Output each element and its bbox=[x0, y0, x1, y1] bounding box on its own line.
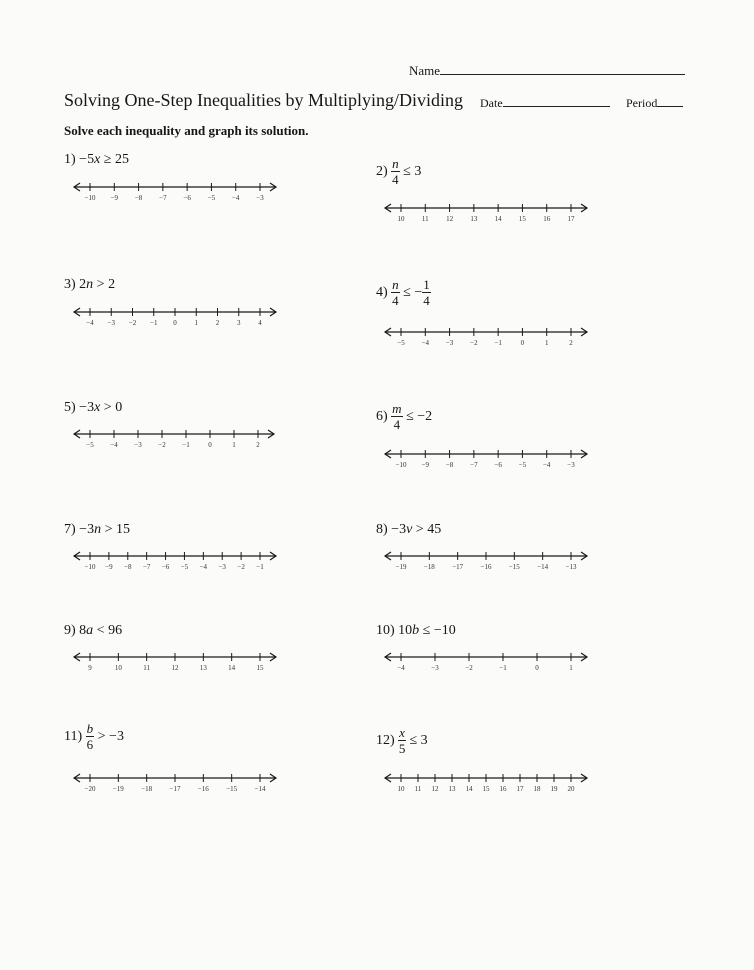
numerator: n bbox=[392, 277, 399, 292]
fraction bbox=[86, 722, 95, 752]
tick-label: −1 bbox=[494, 339, 502, 347]
tick-label: 15 bbox=[482, 785, 490, 793]
tick-label: −4 bbox=[199, 563, 208, 571]
number-line-3[interactable] bbox=[72, 307, 278, 329]
date-label: Date bbox=[480, 96, 503, 110]
fraction bbox=[391, 278, 400, 308]
tick-label: −5 bbox=[207, 194, 216, 202]
tick-label: −7 bbox=[142, 563, 151, 571]
tick-label: 10 bbox=[397, 785, 405, 793]
tick-label: 15 bbox=[256, 664, 264, 672]
problem-number: 10) bbox=[376, 623, 395, 638]
numerator: x bbox=[399, 725, 405, 740]
number-line-svg[interactable] bbox=[383, 327, 589, 349]
number-line-svg[interactable] bbox=[72, 551, 278, 573]
tick-label: −3 bbox=[431, 664, 439, 672]
denominator: 4 bbox=[392, 172, 399, 187]
tick-label: −10 bbox=[84, 194, 96, 202]
variable: b bbox=[412, 623, 420, 638]
tick-label: −3 bbox=[218, 563, 226, 571]
tick-label: −15 bbox=[508, 563, 520, 571]
number-line-11[interactable] bbox=[72, 773, 278, 795]
numerator: n bbox=[392, 156, 399, 171]
tick-label: −1 bbox=[499, 664, 507, 672]
relation: > 45 bbox=[412, 522, 442, 537]
tick-label: −6 bbox=[494, 461, 502, 469]
variable: n bbox=[86, 277, 94, 292]
tick-label: 12 bbox=[431, 785, 439, 793]
denominator: 4 bbox=[393, 417, 401, 432]
tick-label: 14 bbox=[228, 664, 236, 672]
variable: x bbox=[94, 152, 101, 167]
denominator: 6 bbox=[86, 737, 94, 752]
problem-3 bbox=[64, 277, 115, 293]
problem-number: 12) bbox=[376, 733, 395, 749]
tick-label: 3 bbox=[237, 319, 241, 327]
problem-4 bbox=[376, 278, 431, 308]
tick-label: −4 bbox=[397, 664, 405, 672]
tick-label: 0 bbox=[520, 339, 525, 347]
tick-label: 18 bbox=[533, 785, 541, 793]
tick-label: 2 bbox=[256, 441, 260, 449]
problem-10 bbox=[376, 623, 456, 639]
worksheet-title: Solving One-Step Inequalities by Multiplying/Dividing bbox=[64, 90, 463, 110]
numerator: b bbox=[86, 721, 94, 736]
name-label: Name bbox=[409, 63, 441, 78]
problem-9 bbox=[64, 623, 122, 639]
tick-label: 1 bbox=[194, 319, 198, 327]
tick-label: 17 bbox=[516, 785, 524, 793]
number-line-9[interactable] bbox=[72, 652, 278, 674]
instructions: Solve each inequality and graph its solution. bbox=[64, 123, 309, 138]
tick-label: −1 bbox=[182, 441, 190, 449]
denominator: 5 bbox=[398, 741, 406, 756]
tick-label: −10 bbox=[395, 461, 407, 469]
tick-label: −9 bbox=[421, 461, 430, 469]
number-line-svg[interactable] bbox=[72, 429, 276, 451]
problem-number: 11) bbox=[64, 729, 83, 745]
number-line-svg[interactable] bbox=[72, 307, 278, 329]
number-line-6[interactable] bbox=[383, 449, 589, 471]
tick-label: −2 bbox=[237, 563, 245, 571]
tick-label: 13 bbox=[199, 664, 207, 672]
tick-label: −17 bbox=[452, 563, 464, 571]
fraction-two bbox=[422, 278, 431, 308]
period-field[interactable] bbox=[626, 96, 683, 111]
problem-12 bbox=[376, 726, 428, 756]
tick-label: −15 bbox=[226, 785, 238, 793]
relation: ≤ 3 bbox=[399, 164, 422, 180]
tick-label: −4 bbox=[86, 319, 94, 327]
number-line-svg[interactable] bbox=[383, 203, 589, 225]
coefficient: −3 bbox=[79, 400, 95, 415]
tick-label: −19 bbox=[395, 563, 407, 571]
tick-label: −3 bbox=[107, 319, 115, 327]
number-line-svg[interactable] bbox=[72, 773, 278, 795]
tick-label: −2 bbox=[158, 441, 166, 449]
coefficient: −5 bbox=[79, 152, 95, 167]
name-line[interactable] bbox=[440, 74, 685, 75]
period-line[interactable] bbox=[657, 106, 683, 107]
number-line-svg[interactable] bbox=[72, 182, 278, 204]
tick-label: 16 bbox=[543, 215, 551, 223]
problem-8 bbox=[376, 522, 441, 538]
tick-label: −2 bbox=[470, 339, 478, 347]
coefficient: 2 bbox=[79, 277, 87, 292]
tick-label: 1 bbox=[569, 664, 573, 672]
number-line-1[interactable] bbox=[72, 182, 278, 204]
name-field[interactable] bbox=[409, 63, 685, 79]
tick-label: 19 bbox=[550, 785, 558, 793]
tick-label: 17 bbox=[567, 215, 575, 223]
problem-2 bbox=[376, 157, 421, 187]
tick-label: −3 bbox=[134, 441, 142, 449]
tick-label: 11 bbox=[414, 785, 422, 793]
variable: v bbox=[406, 522, 413, 537]
tick-label: 13 bbox=[470, 215, 478, 223]
variable: n bbox=[94, 522, 102, 537]
tick-label: −3 bbox=[256, 194, 264, 202]
relation: < 96 bbox=[93, 623, 123, 638]
tick-label: −4 bbox=[231, 194, 240, 202]
tick-label: −3 bbox=[445, 339, 454, 347]
tick-label: −19 bbox=[112, 785, 124, 793]
numerator: 1 bbox=[423, 277, 430, 292]
tick-label: −7 bbox=[159, 194, 167, 202]
tick-label: −13 bbox=[565, 563, 577, 571]
tick-label: −7 bbox=[470, 461, 478, 469]
tick-label: 12 bbox=[171, 664, 179, 672]
fraction bbox=[391, 402, 402, 432]
relation: > 2 bbox=[93, 277, 116, 292]
tick-label: −4 bbox=[110, 441, 118, 449]
problem-number: 4) bbox=[376, 285, 388, 301]
tick-label: −4 bbox=[542, 461, 551, 469]
period-label: Period bbox=[626, 96, 658, 110]
tick-label: −2 bbox=[465, 664, 473, 672]
tick-label: −8 bbox=[134, 194, 143, 202]
relation: ≤ −10 bbox=[419, 623, 456, 638]
relation: ≤ −2 bbox=[402, 409, 433, 425]
tick-label: −1 bbox=[256, 563, 264, 571]
tick-label: −16 bbox=[480, 563, 492, 571]
relation: ≤ − bbox=[399, 285, 423, 301]
tick-label: 0 bbox=[173, 319, 177, 327]
relation: > 0 bbox=[100, 400, 123, 415]
problem-number: 2) bbox=[376, 164, 388, 180]
number-line-2[interactable] bbox=[383, 203, 589, 225]
number-line-7[interactable] bbox=[72, 551, 278, 573]
tick-label: −2 bbox=[128, 319, 137, 327]
tick-label: −17 bbox=[169, 785, 181, 793]
problem-7 bbox=[64, 522, 130, 538]
fraction bbox=[398, 726, 406, 756]
variable: a bbox=[86, 623, 94, 638]
tick-label: −14 bbox=[254, 785, 266, 793]
number-line-4[interactable] bbox=[383, 327, 589, 349]
tick-label: 16 bbox=[499, 785, 507, 793]
tick-label: 14 bbox=[494, 215, 502, 223]
tick-label: 11 bbox=[143, 664, 151, 672]
tick-label: 10 bbox=[114, 664, 122, 672]
tick-label: 2 bbox=[569, 339, 573, 347]
tick-label: −8 bbox=[445, 461, 454, 469]
number-line-12[interactable] bbox=[383, 773, 589, 795]
problem-number: 5) bbox=[64, 400, 76, 415]
problem-1 bbox=[64, 152, 129, 168]
problem-6 bbox=[376, 402, 432, 432]
tick-label: −6 bbox=[183, 194, 191, 202]
tick-label: 2 bbox=[215, 319, 220, 327]
problem-11 bbox=[64, 722, 124, 752]
fraction bbox=[391, 157, 400, 187]
tick-label: −18 bbox=[141, 785, 153, 793]
problem-number: 1) bbox=[64, 152, 76, 167]
tick-label: −4 bbox=[421, 339, 430, 347]
variable: x bbox=[94, 400, 101, 415]
tick-label: −10 bbox=[84, 563, 96, 571]
tick-label: 11 bbox=[421, 215, 429, 223]
relation: > −3 bbox=[94, 729, 124, 745]
tick-label: −20 bbox=[84, 785, 96, 793]
tick-label: −5 bbox=[180, 563, 189, 571]
problem-number: 6) bbox=[376, 409, 388, 425]
tick-label: −5 bbox=[397, 339, 405, 347]
numerator: m bbox=[392, 401, 402, 416]
number-line-10[interactable] bbox=[383, 652, 589, 674]
denominator: 4 bbox=[423, 293, 430, 308]
coefficient: 8 bbox=[79, 623, 87, 638]
problem-5 bbox=[64, 400, 122, 416]
tick-label: 9 bbox=[88, 664, 92, 672]
number-line-svg[interactable] bbox=[383, 652, 589, 674]
tick-label: −16 bbox=[197, 785, 209, 793]
number-line-5[interactable] bbox=[72, 429, 276, 451]
tick-label: −18 bbox=[423, 563, 435, 571]
tick-label: −9 bbox=[110, 194, 119, 202]
relation: ≥ 25 bbox=[100, 152, 129, 167]
tick-label: −6 bbox=[161, 563, 170, 571]
tick-label: 1 bbox=[544, 339, 549, 347]
tick-label: −5 bbox=[86, 441, 94, 449]
number-line-svg[interactable] bbox=[383, 773, 589, 795]
tick-label: −3 bbox=[567, 461, 575, 469]
tick-label: 0 bbox=[535, 664, 539, 672]
date-field[interactable] bbox=[480, 96, 610, 111]
problem-number: 8) bbox=[376, 522, 388, 537]
relation: ≤ 3 bbox=[405, 733, 428, 749]
coefficient: −3 bbox=[391, 522, 407, 537]
problem-number: 3) bbox=[64, 277, 76, 292]
tick-label: 0 bbox=[208, 441, 212, 449]
tick-label: 4 bbox=[258, 319, 262, 327]
problem-number: 9) bbox=[64, 623, 76, 638]
tick-label: −5 bbox=[518, 461, 527, 469]
number-line-8[interactable] bbox=[383, 551, 589, 573]
tick-label: 1 bbox=[232, 441, 236, 449]
tick-label: 15 bbox=[518, 215, 526, 223]
tick-label: 14 bbox=[465, 785, 473, 793]
tick-label: −14 bbox=[537, 563, 549, 571]
number-line-svg[interactable] bbox=[383, 551, 589, 573]
tick-label: 20 bbox=[567, 785, 575, 793]
denominator: 4 bbox=[392, 293, 399, 308]
tick-label: 13 bbox=[448, 785, 456, 793]
tick-label: −1 bbox=[150, 319, 158, 327]
date-line[interactable] bbox=[503, 106, 610, 107]
tick-label: −8 bbox=[124, 563, 132, 571]
coefficient: −3 bbox=[79, 522, 95, 537]
number-line-svg[interactable] bbox=[383, 449, 589, 471]
tick-label: 10 bbox=[397, 215, 405, 223]
coefficient: 10 bbox=[398, 623, 413, 638]
problem-number: 7) bbox=[64, 522, 76, 537]
number-line-svg[interactable] bbox=[72, 652, 278, 674]
tick-label: 12 bbox=[446, 215, 454, 223]
relation: > 15 bbox=[101, 522, 130, 537]
tick-label: −9 bbox=[105, 563, 113, 571]
